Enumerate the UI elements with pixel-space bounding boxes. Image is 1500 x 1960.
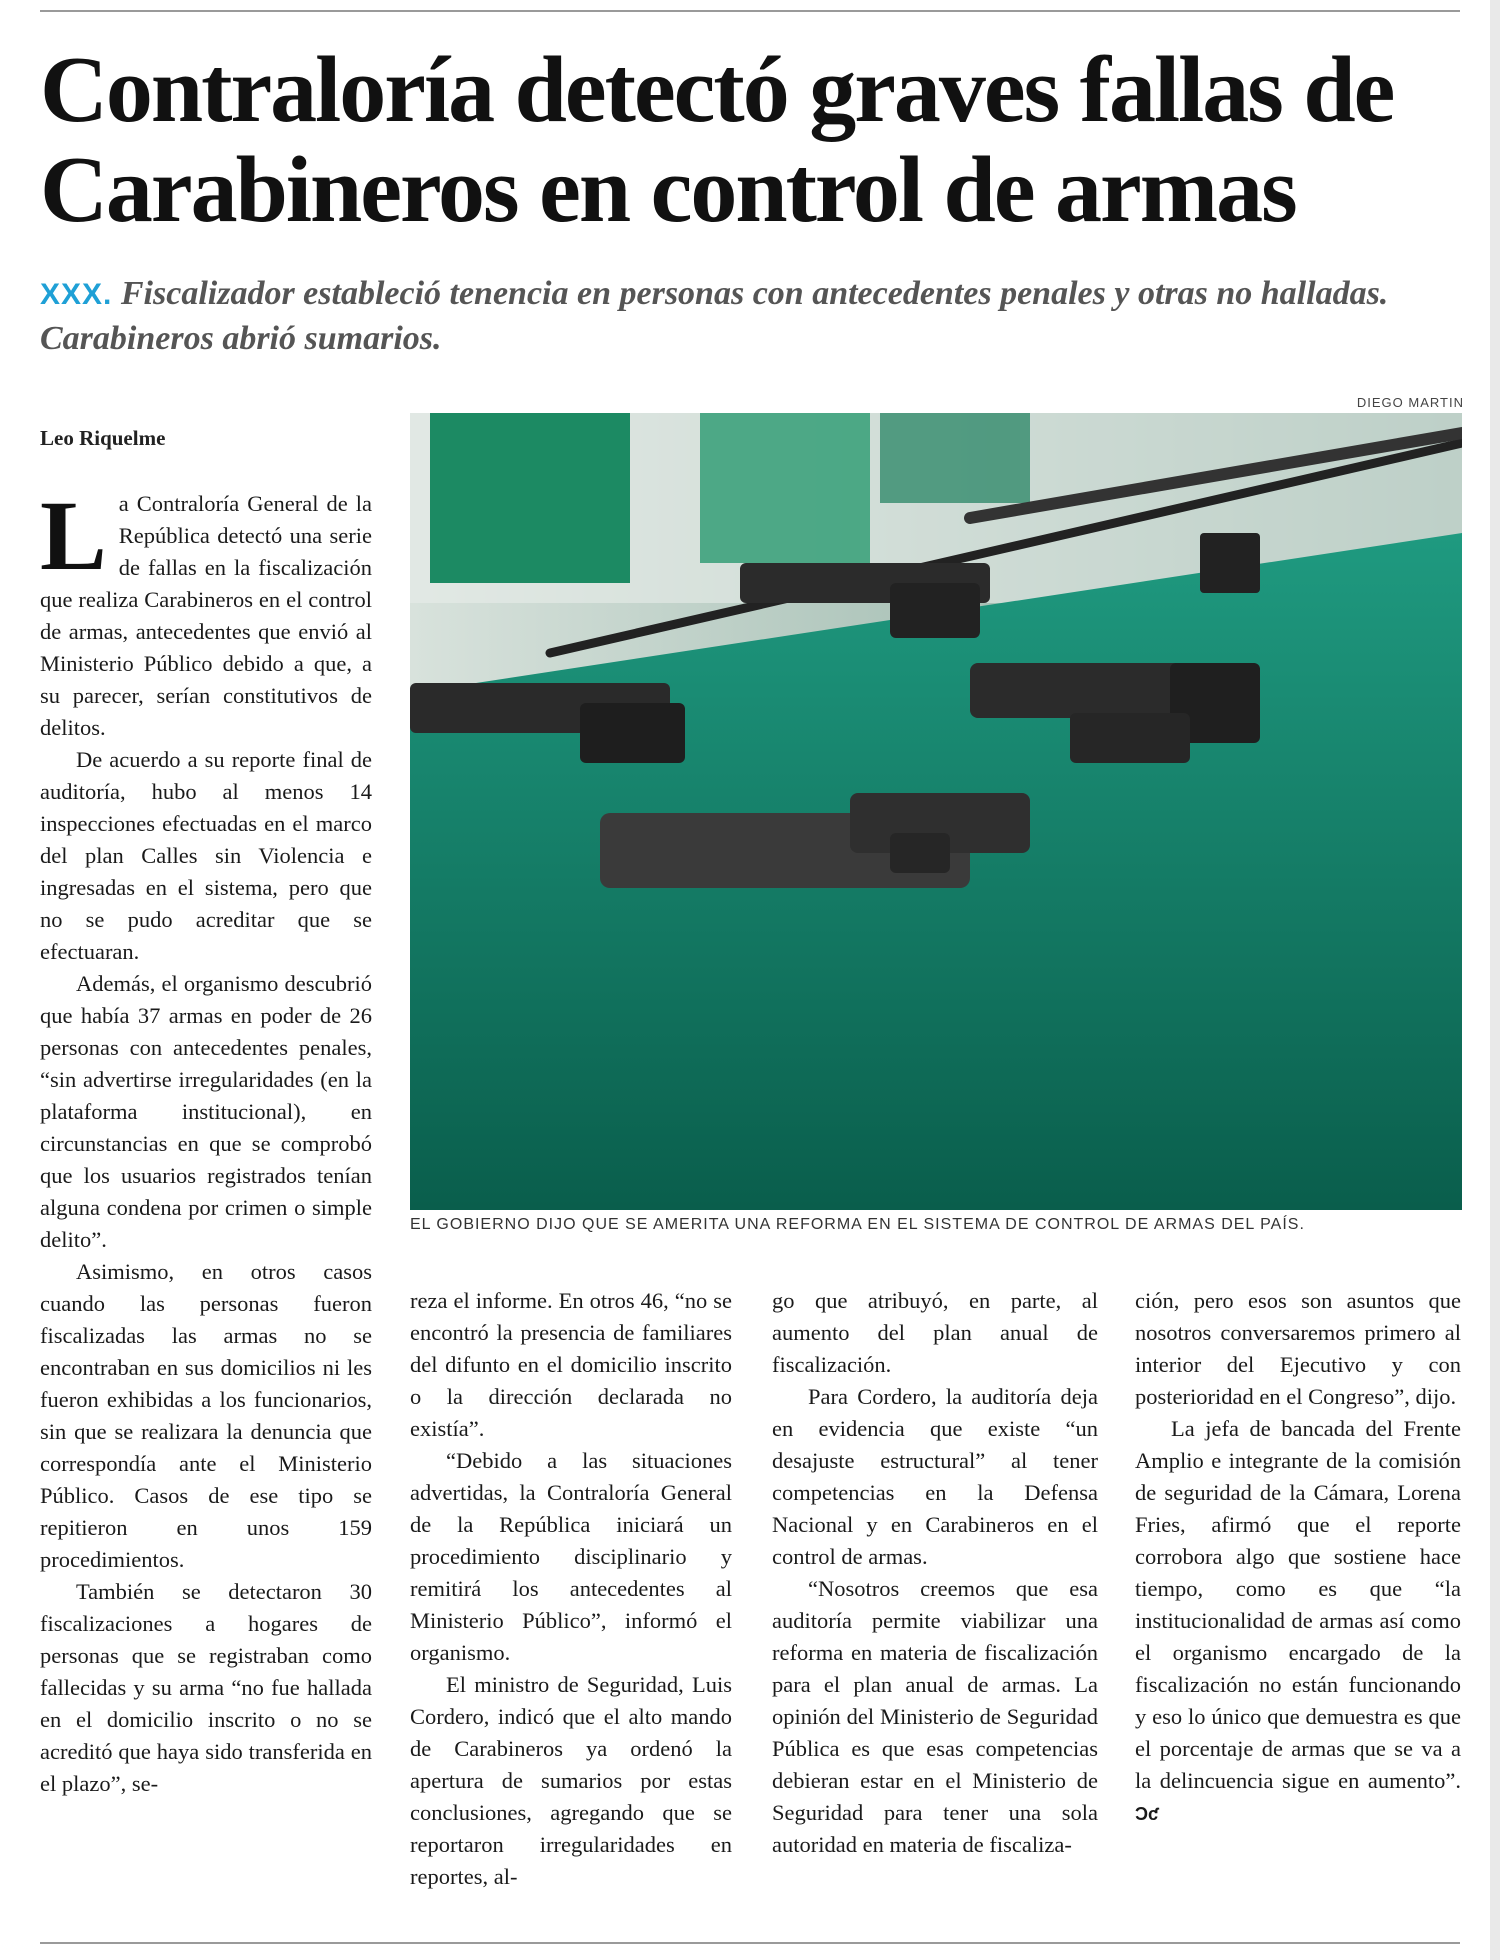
bottom-rule [40, 1942, 1460, 1944]
magazine-top-right [1200, 533, 1260, 593]
paragraph: Para Cordero, la auditoría deja en evidencia que existe “un desajuste estructural” al tener competencias en la Defensa Nacional y en Carabineros en el control de armas. [772, 1384, 1098, 1569]
byline: Leo Riquelme [40, 426, 166, 450]
paragraph: Asimismo, en otros casos cuando las personas fueron fiscalizadas las armas no se encontraban en sus domicilios ni les fueron exhibidas a los funcionarios, sin que se realizara la denuncia que correspondía ante el Ministerio Público. Casos de ese tipo se repitieron en unos 159 procedimientos. [40, 1259, 372, 1572]
paragraph [40, 480, 372, 744]
paragraph-text: a Contraloría General de la República detectó una serie de fallas en la fiscalización que realiza Carabineros en el control de armas, antecedentes que envió al Ministerio Público debido a que, a su parecer, serían constitutivos de delitos. [40, 491, 372, 740]
article-photo [410, 413, 1462, 1210]
article-column-2 [410, 1285, 732, 1925]
paragraph: De acuerdo a su reporte final de auditoría, hubo al menos 14 inspecciones efectuadas en el marco del plan Calles sin Violencia e ingresadas en el sistema, pero que no se pudo acreditar que se efectuaran. [40, 747, 372, 964]
paragraph: También se detectaron 30 fiscalizaciones a hogares de personas que se registraban como fallecidas y su arma “no fue hallada en el domicilio inscrito o no se acreditó que haya sido transferida en el plazo”, se- [40, 1579, 372, 1796]
paragraph: Además, el organismo descubrió que había 37 armas en poder de 26 personas con antecedentes penales, “sin advertirse irregularidades (en la plataforma institucional), en circunstancias en que se comprobó que los usuarios registrados tenían alguna condena por crimen o simple delito”. [40, 971, 372, 1252]
page-edge [1490, 0, 1500, 1960]
paragraph [1135, 1413, 1461, 1830]
top-rule [40, 10, 1460, 12]
photo-credit: DIEGO MARTIN [1356, 395, 1464, 410]
photo-caption: EL GOBIERNO DIJO QUE SE AMERITA UNA REFORMA EN EL SISTEMA DE CONTROL DE ARMAS DEL PAÍS. [410, 1216, 1305, 1233]
banner-left [430, 413, 630, 583]
paragraph-text: La jefa de bancada del Frente Amplio e integrante de la comisión de seguridad de la Cámara, Lorena Fries, afirmó que el reporte corrobora algo que sostiene hace tiempo, como es que “la institucionalidad de armas así como el organismo encargado de la fiscalización no están funcionando y eso lo único que demuestra es que el porcentaje de armas que se va a la delincuencia sigue en aumento”. [1135, 1416, 1461, 1793]
article-column-1 [40, 480, 372, 1928]
deck [40, 272, 1440, 361]
article-column-4 [1135, 1285, 1461, 1925]
paragraph: “Nosotros creemos que esa auditoría permite viabilizar una reforma en materia de fiscalización para el plan anual de armas. La opinión del Ministerio de Seguridad Pública es que esas competencias debieran estar en el Ministerio de Seguridad para tener una sola autoridad en materia de fiscaliza- [772, 1576, 1098, 1857]
headline: Contraloría detectó graves fallas de Carabineros en control de armas [40, 38, 1394, 242]
firearms-photo-illustration [410, 413, 1462, 1210]
paragraph: “Debido a las situaciones advertidas, la Contraloría General de la República iniciará un procedimiento disciplinario y remitirá los antecedentes al Ministerio Público”, informó el organismo. [410, 1448, 732, 1665]
end-mark: Ɔƈ [1135, 1804, 1159, 1824]
kicker: XXX. [40, 278, 113, 311]
paragraph: go que atribuyó, en parte, al aumento del plan anual de fiscalización. [772, 1288, 1098, 1377]
paragraph: ción, pero esos son asuntos que nosotros conversaremos primero al interior del Ejecutivo y con posterioridad en el Congreso”, dijo. [1135, 1288, 1461, 1409]
banner-mid [700, 413, 870, 563]
deck-text: Fiscalizador estableció tenencia en personas con antecedentes penales y otras no halladas. Carabineros abrió sumarios. [40, 275, 1389, 357]
banner-right [880, 413, 1030, 503]
article-column-3 [772, 1285, 1098, 1925]
paragraph: El ministro de Seguridad, Luis Cordero, indicó que el alto mando de Carabineros ya ordenó la apertura de sumarios por estas conclusiones, agregando que se reportaron irregularidades en reportes, al- [410, 1672, 732, 1889]
paragraph: reza el informe. En otros 46, “no se encontró la presencia de familiares del difunto en el domicilio inscrito o la dirección declarada no existía”. [410, 1288, 732, 1441]
drop-cap: L [40, 480, 107, 591]
